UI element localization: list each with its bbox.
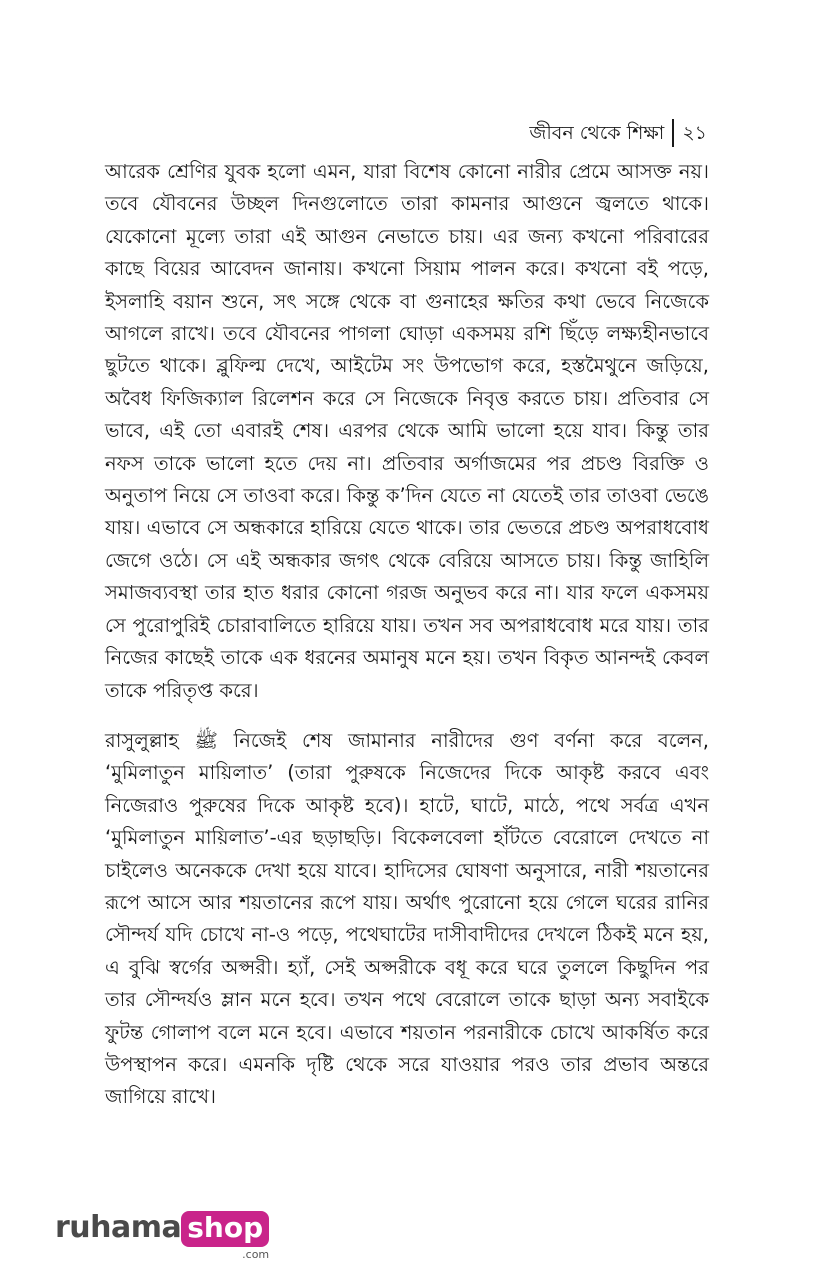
body-text <box>105 156 709 1114</box>
logo-wordmark-ruhama: ruhama <box>55 1210 182 1245</box>
book-title: জীবন থেকে শিক্ষা <box>529 122 665 144</box>
ruhama-shop-logo <box>55 1208 269 1261</box>
page-number: ২১ <box>682 122 707 144</box>
header-divider <box>672 119 674 147</box>
logo-domain-suffix: .com <box>242 1248 270 1261</box>
logo-wordmark-shop: shop <box>181 1211 269 1247</box>
paragraph-2: রাসুলুল্লাহ ﷺ নিজেই শেষ জামানার নারীদের গুণ বর্ণনা করে বলেন, ‘মুমিলাতুন মায়িলাত’ (তারা পুরুষকে নিজেদের দিকে আকৃষ্ট করবে এবং নিজেরাও পুরুষের দিকে আকৃষ্ট হবে)। হাটে, ঘাটে, মাঠে, পথে সর্বত্র এখন ‘মুমিলাতুন মায়িলাত’-এর ছড়াছড়ি। বিকেলবেলা হাঁটতে বেরোলে দেখতে না চাইলেও অনেককে দেখা হয়ে যাবে। হাদিসের ঘোষণা অনুসারে, নারী শয়তানের রূপে আসে আর শয়তানের রূপে যায়। অর্থাৎ পুরোনো হয়ে গেলে ঘরের রানির সৌন্দর্য যদি চোখে না-ও পড়ে, পথেঘাটের দাসীবাদীদের দেখলে ঠিকই মনে হয়, এ বুঝি স্বর্গের অপ্সরী। হ্যাঁ, সেই অপ্সরীকে বধূ করে ঘরে তুললে কিছুদিন পর তার সৌন্দর্যও ম্লান মনে হবে। তখন পথে বেরোলে তাকে ছাড়া অন্য সবাইকে ফুটন্ত গোলাপ বলে মনে হবে। এভাবে শয়তান পরনারীকে চোখে আকর্ষিত করে উপস্থাপন করে। এমনকি দৃষ্টি থেকে সরে যাওয়ার পরও তার প্রভাব অন্তরে জাগিয়ে রাখে। <box>105 728 709 1109</box>
logo-shop-block <box>181 1208 269 1261</box>
paragraph-1: আরেক শ্রেণির যুবক হলো এমন, যারা বিশেষ কোনো নারীর প্রেমে আসক্ত নয়। তবে যৌবনের উচ্ছল দিনগুলোতে তারা কামনার আগুনে জ্বলতে থাকে। যেকোনো মূল্যে তারা এই আগুন নেভাতে চায়। এর জন্য কখনো পরিবারের কাছে বিয়ের আবেদন জানায়। কখনো সিয়াম পালন করে। কখনো বই পড়ে, ইসলাহি বয়ান শুনে, সৎ সঙ্গে থেকে বা গুনাহের ক্ষতির কথা ভেবে নিজেকে আগলে রাখে। তবে যৌবনের পাগলা ঘোড়া একসময় রশি ছিঁড়ে লক্ষ্যহীনভাবে ছুটতে থাকে। ব্লুফিল্ম দেখে, আইটেম সং উপভোগ করে, হস্তমৈথুনে জড়িয়ে, অবৈধ ফিজিক্যাল রিলেশন করে সে নিজেকে নিবৃত্ত করতে চায়। প্রতিবার সে ভাবে, এই তো এবারই শেষ। এরপর থেকে আমি ভালো হয়ে যাব। কিন্তু তার নফস তাকে ভালো হতে দেয় না। প্রতিবার অর্গাজমের পর প্রচণ্ড বিরক্তি ও অনুতাপ নিয়ে সে তাওবা করে। কিন্তু ক’দিন যেতে না যেতেই তার তাওবা ভেঙে যায়। এভাবে সে অন্ধকারে হারিয়ে যেতে থাকে। তার ভেতরে প্রচণ্ড অপরাধবোধ জেগে ওঠে। সে এই অন্ধকার জগৎ থেকে বেরিয়ে আসতে চায়। কিন্তু জাহিলি সমাজব্যবস্থা তার হাত ধরার কোনো গরজ অনুভব করে না। যার ফলে একসময় সে পুরোপুরিই চোরাবালিতে হারিয়ে যায়। তখন সব অপরাধবোধ মরে যায়। তার নিজের কাছেই তাকে এক ধরনের অমানুষ মনে হয়। তখন বিকৃত আনন্দই কেবল তাকে পরিতৃপ্ত করে। <box>105 160 709 702</box>
running-header <box>529 118 707 148</box>
